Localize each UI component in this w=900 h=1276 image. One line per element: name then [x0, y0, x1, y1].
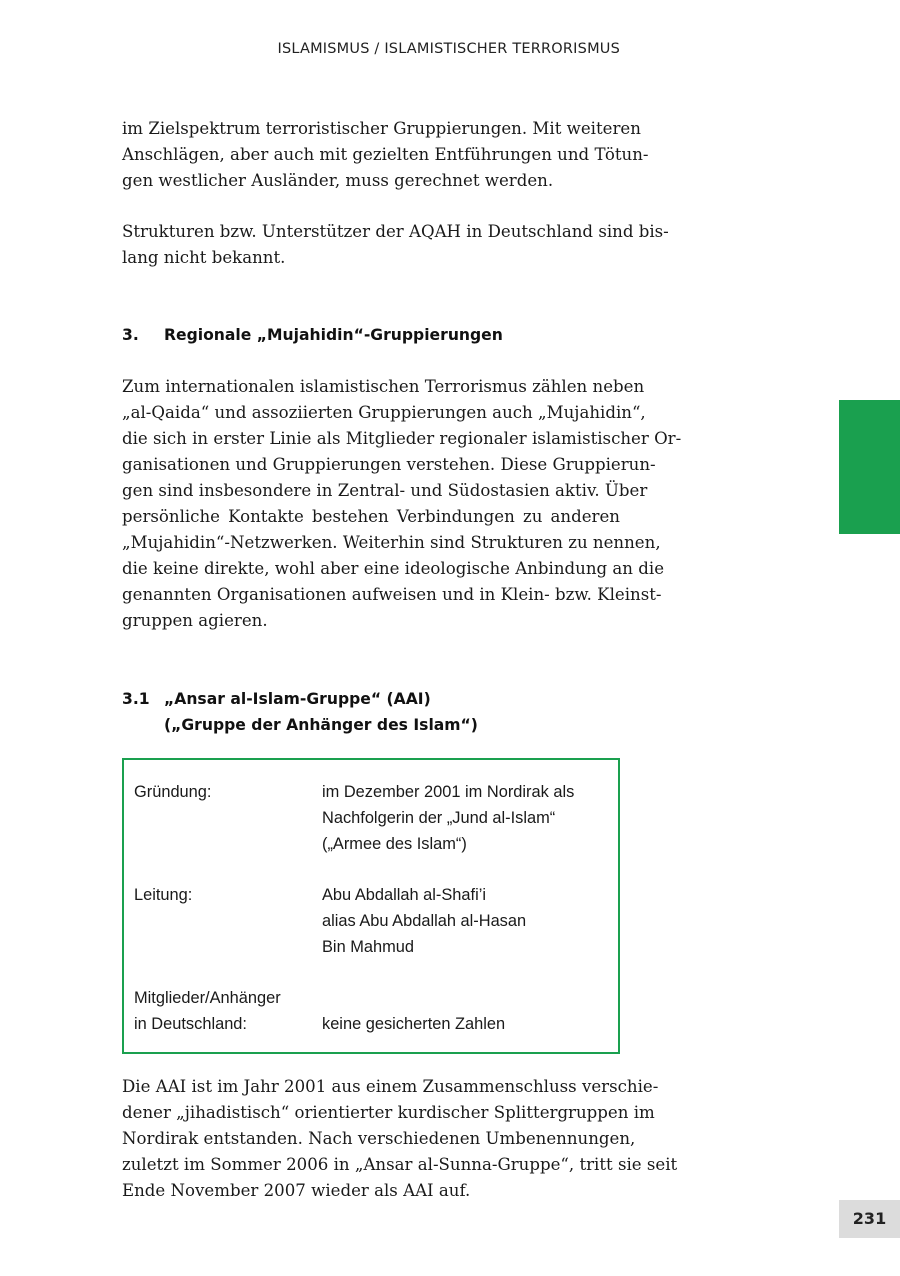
aai-paragraph [122, 1074, 678, 1204]
text-line: lang nicht bekannt. [122, 248, 286, 267]
info-value [322, 779, 612, 857]
text-line: die keine direkte, wohl aber eine ideologische Anbindung an die [122, 559, 665, 578]
section-3-paragraph [122, 374, 682, 634]
value-line [322, 985, 612, 1011]
text-line: gruppen agieren. [122, 611, 268, 630]
text-line: „al-Qaida“ und assoziierten Gruppierungen auch „Mujahidin“, [122, 403, 646, 422]
section-title: „Ansar al-Islam-Gruppe“ (AAI) [164, 690, 431, 708]
text-line: Anschlägen, aber auch mit gezielten Entführungen und Tötun- [122, 145, 649, 164]
text-line: Strukturen bzw. Unterstützer der AQAH in Deutschland sind bis- [122, 222, 669, 241]
chapter-side-tab [839, 400, 900, 534]
value-line: alias Abu Abdallah al-Hasan [322, 912, 527, 930]
text-line: gen westlicher Ausländer, muss gerechnet werden. [122, 171, 554, 190]
text-line: Zum internationalen islamistischen Terrorismus zählen neben [122, 377, 645, 396]
info-label [134, 882, 319, 908]
label-line: Leitung: [134, 886, 193, 904]
text-line: Die AAI ist im Jahr 2001 aus einem Zusammenschluss verschie- [122, 1077, 659, 1096]
info-label [134, 779, 319, 805]
info-value [322, 882, 612, 960]
text-line: ganisationen und Gruppierungen verstehen. Diese Gruppierun- [122, 455, 656, 474]
section-number: 3.1 [122, 690, 150, 708]
text-line: die sich in erster Linie als Mitglieder regionaler islamistischer Or- [122, 429, 682, 448]
text-line: im Zielspektrum terroristischer Gruppierungen. Mit weiteren [122, 119, 641, 138]
text-line: zuletzt im Sommer 2006 in „Ansar al-Sunna-Gruppe“, tritt sie seit [122, 1155, 678, 1174]
text-line: dener „jihadistisch“ orientierter kurdischer Splittergruppen im [122, 1103, 655, 1122]
text-line: genannten Organisationen aufweisen und in Klein- bzw. Kleinst- [122, 585, 662, 604]
section-subtitle: („Gruppe der Anhänger des Islam“) [164, 716, 478, 734]
value-line: („Armee des Islam“) [322, 835, 467, 853]
label-line: Gründung: [134, 783, 212, 801]
section-number: 3. [122, 326, 139, 344]
section-title: Regionale „Mujahidin“-Gruppierungen [164, 326, 503, 344]
info-label [134, 985, 319, 1037]
info-value [322, 985, 612, 1037]
text-line: „Mujahidin“-Netzwerken. Weiterhin sind Strukturen zu nennen, [122, 533, 661, 552]
text-line: persönliche Kontakte bestehen Verbindungen zu anderen [122, 507, 620, 526]
label-line: Mitglieder/Anhänger [134, 989, 281, 1007]
page-number: 231 [839, 1200, 900, 1238]
value-line: keine gesicherten Zahlen [322, 1015, 506, 1033]
value-line: Abu Abdallah al-Shafi’i [322, 886, 487, 904]
label-line: in Deutschland: [134, 1015, 247, 1033]
aqah-paragraph [122, 219, 669, 271]
value-line: Bin Mahmud [322, 938, 415, 956]
info-box [122, 758, 620, 1054]
value-line: Nachfolgerin der „Jund al-Islam“ [322, 809, 556, 827]
intro-paragraph [122, 116, 649, 194]
value-line: im Dezember 2001 im Nordirak als [322, 783, 575, 801]
text-line: gen sind insbesondere in Zentral- und Südostasien aktiv. Über [122, 481, 648, 500]
text-line: Nordirak entstanden. Nach verschiedenen Umbenennungen, [122, 1129, 636, 1148]
running-head: ISLAMISMUS / ISLAMISTISCHER TERRORISMUS [277, 41, 620, 57]
text-line: Ende November 2007 wieder als AAI auf. [122, 1181, 471, 1200]
